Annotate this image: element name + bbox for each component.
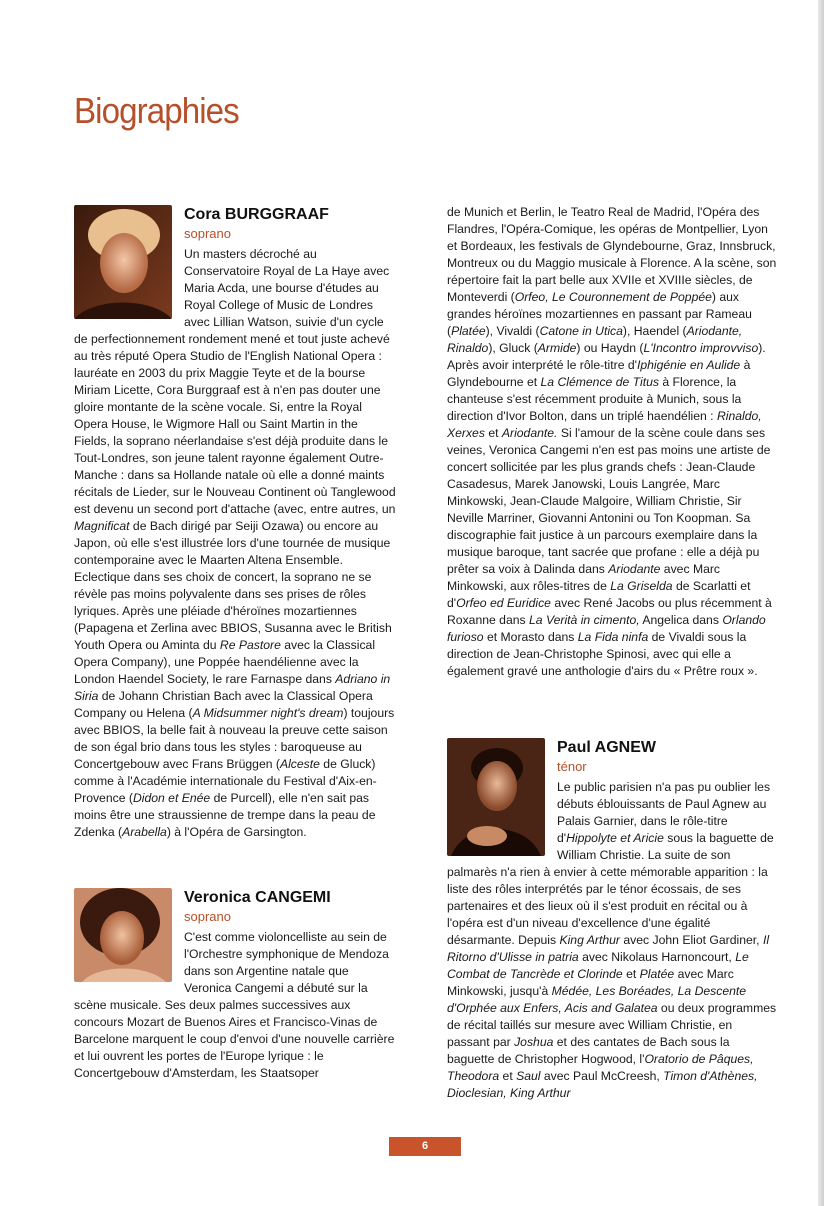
bio-segment: Angelica dans xyxy=(639,613,723,627)
bio-segment: avec Marc Minkowski, aux rôles-titres de xyxy=(447,562,721,593)
italic-title: Platée xyxy=(451,324,486,338)
bio-segment: et Morasto dans xyxy=(483,630,578,644)
bio-segment: de Bach dirigé par Seiji Ozawa) ou encore au Japon, où elle s'est illustrée lors d'une tournée de musique contemporaine avec le Maarten Altena Ensemble. Eclectique dans ses choix de concert, la soprano ne se révèle pas moins polyvalente dans ses prises de rôles lyriques. Après une pléiade d'héroïnes mozartiennes (Papagena et Zerlina avec BBIOS, Susanna avec le British Youth Opera ou Aminta du xyxy=(74,519,392,652)
italic-title: L'Incontro improvviso xyxy=(643,341,759,355)
italic-title: Orlando furioso xyxy=(447,613,766,644)
italic-title: Il Ritorno d'Ulisse in patria xyxy=(447,933,770,964)
person-name: Cora BURGGRAAF xyxy=(184,206,329,223)
bio-segment: ) aux grandes héroïnes mozartiennes en passant par Rameau ( xyxy=(447,290,752,338)
italic-title: Ariodante, Rinaldo xyxy=(447,324,743,355)
bio-segment: et des cantates de Bach sous la baguette de Christopher Hogwood, l' xyxy=(447,1035,730,1066)
page-title: Biographies xyxy=(74,90,239,131)
italic-title: Oratorio de Pâques, Theodora xyxy=(447,1052,754,1083)
bio-segment: de Munich et Berlin, le Teatro Real de Madrid, l'Opéra des Flandres, l'Opéra-Comique, les opéras de Montpellier, Lyon et Bordeaux, les festivals de Glyndebourne, Graz, Innsbruck, Montreux ou du Maggio musicale à Florence. A la scène, son répertoire fait la part belle aux XVIIe et XVIIIe siècles, de Monteverdi ( xyxy=(447,205,777,304)
italic-title: Alceste xyxy=(279,757,320,771)
bio-segment: avec Nikolaus Harnoncourt, xyxy=(578,950,736,964)
bio-segment: ) toujours avec BBIOS, la belle fait à nouveau la preuve cette saison de son égal brio dans tous les styles : baroqueuse au Concertgebouw avec Frans Brüggen ( xyxy=(74,706,395,771)
italic-title: Orfeo, Le Couronnement de Poppée xyxy=(514,290,712,304)
italic-title: Ariodante xyxy=(608,562,661,576)
person-name: Paul AGNEW xyxy=(557,739,656,756)
italic-title: Hippolyte et Aricie xyxy=(566,831,664,845)
bio-segment: avec Marc Minkowski, jusqu'à xyxy=(447,967,734,998)
bio-segment: Un masters décroché au Conservatoire Royal de La Haye avec Maria Acda, une bourse d'études au Royal College of Music de Londres avec Lillian Watson, suivie d'un cycle de perfectionnement rondement mené et tout juste achevé au très réputé Opera Studio de l'English National Opera : lauréate en 2003 du prix Maggie Teyte et de la bourse Miriam Licette, Cora Burggraaf est à n'en pas douter une gloire montante de la scène vocale. Si, entre la Royal Opera House, le Wigmore Hall ou Saint Martin in the Fields, la soprano néerlandaise s'est déjà produite dans le Tout-Londres, son jeune talent rayonne également Outre-Manche : dans sa Hollande natale où elle a donné maints récitals de Lieder, sur le Nouveau Continent où Tanglewood est devenu un second port d'attache (avec, entre autres, un xyxy=(74,247,396,516)
italic-title: Magnificat xyxy=(74,519,130,533)
italic-title: La Griselda xyxy=(610,579,673,593)
italic-title: Joshua xyxy=(514,1035,554,1049)
person-name: Veronica CANGEMI xyxy=(184,889,331,906)
person-role: soprano xyxy=(184,226,231,241)
bio-cora-burggraaf xyxy=(74,205,396,841)
right-column xyxy=(447,204,777,680)
bio-text-continued xyxy=(447,204,777,680)
person-role: ténor xyxy=(557,759,587,774)
italic-title: La Fida ninfa xyxy=(577,630,649,644)
italic-title: A Midsummer night's dream xyxy=(192,706,344,720)
portrait-photo xyxy=(74,888,172,982)
bio-segment: ou deux programmes de récital taillés sur mesure avec William Christie, en passant par xyxy=(447,1001,777,1049)
bio-segment: sous la baguette de William Christie. La suite de son palmarès n'a rien à envier à cette mémorable apparition : la liste des rôles interprétés par le ténor écossais, de ses partenaires et des lieux où il s'est produit en récital ou à l'opéra est d'un niveau d'excellence d'une égalité désarmante. Depuis xyxy=(447,831,774,947)
bio-segment: à Florence, la chanteuse s'est récemment produite à Munich, sous la direction d'Ivor Bolton, dans un triplé haendélien : xyxy=(447,375,742,423)
bio-segment: ) ou Haydn ( xyxy=(576,341,644,355)
italic-title: Orfeo ed Euridice xyxy=(456,596,551,610)
bio-segment: Si l'amour de la scène coule dans ses veines, Veronica Cangemi n'en est pas moins une artiste de concert sollicitée par les plus grands chefs : Jean-Claude Casadesus, Marek Janowski, Louis Langrée, Marc Minkowski, Jean-Claude Malgoire, William Christie, Sir Neville Marriner, Giovanni Antonini ou Ton Koopman. Sa discographie fait justice à un parcours exemplaire dans la musique baroque, tant sacrée que profane : elle a déjà pu prêter sa voix à Dalinda dans xyxy=(447,426,771,576)
left-column-lower xyxy=(74,890,396,1082)
person-role: soprano xyxy=(184,909,231,924)
bio-segment: et xyxy=(499,1069,517,1083)
bio-segment: ). Après avoir interprété le rôle-titre d' xyxy=(447,341,766,372)
page-edge xyxy=(818,0,824,1206)
bio-segment: ), Vivaldi ( xyxy=(485,324,540,338)
italic-title: Timon d'Athènes, Dioclesian, King Arthur xyxy=(447,1069,758,1100)
italic-title: Ariodante. xyxy=(501,426,558,440)
bio-segment: ), Gluck ( xyxy=(488,341,538,355)
italic-title: Rinaldo, Xerxes xyxy=(447,409,762,440)
italic-title: Armide xyxy=(537,341,577,355)
italic-title: La Verità in cimento, xyxy=(529,613,640,627)
bio-segment: de Vivaldi sous la direction de Jean-Christophe Spinosi, avec qui elle a également gravé une anthologie d'airs du « Prêtre roux ». xyxy=(447,630,758,678)
italic-title: Arabella xyxy=(122,825,167,839)
bio-segment: et xyxy=(622,967,640,981)
bio-segment: de Gluck) comme à l'Académie internationale du Festival d'Aix-en-Provence ( xyxy=(74,757,377,805)
bio-segment: Le public parisien n'a pas pu oublier les débuts éblouissants de Paul Agnew au Palais Garnier, dans le rôle-titre d' xyxy=(557,780,771,845)
bio-segment: avec la Classical Opera Company), une Poppée haendélienne avec la London Haendel Society, le rare Farnaspe dans xyxy=(74,638,376,686)
italic-title: Le Combat de Tancrède et Clorinde xyxy=(447,950,749,981)
bio-text xyxy=(74,246,396,841)
page-number: 6 xyxy=(389,1137,461,1156)
bio-paul-agnew xyxy=(447,738,777,1102)
italic-title: La Clémence de Titus xyxy=(540,375,659,389)
bio-segment: de Johann Christian Bach avec la Classical Opera Company ou Helena ( xyxy=(74,689,373,720)
italic-title: Adriano in Siria xyxy=(74,672,391,703)
bio-segment: avec René Jacobs ou plus récemment à Roxanne dans xyxy=(447,596,772,627)
bio-veronica-cangemi xyxy=(74,888,396,1082)
italic-title: Iphigénie en Aulide xyxy=(636,358,741,372)
italic-title: Saul xyxy=(516,1069,541,1083)
bio-segment: de Purcell), elle n'en sait pas moins être une straussienne de trempe dans la peau de Zdenka ( xyxy=(74,791,376,839)
italic-title: Platée xyxy=(639,967,675,981)
bio-segment: C'est comme violoncelliste au sein de l'Orchestre symphonique de Mendoza dans son Argentine natale que Veronica Cangemi a débuté sur la scène musicale. Ses deux palmes successives aux concours Mozart de Buenos Aires et Francisco-Vinas de Barcelone marquent le coup d'envoi d'une nouvelle carrière et lui ouvrent les portes de l'Europe lyrique : le Concertgebouw d'Amsterdam, les Staatsoper xyxy=(74,930,395,1080)
italic-title: Didon et Enée xyxy=(132,791,211,805)
bio-segment: avec John Eliot Gardiner, xyxy=(619,933,763,947)
bio-segment: à Glyndebourne et xyxy=(447,358,751,389)
bio-segment: ) à l'Opéra de Garsington. xyxy=(166,825,307,839)
bio-segment: et xyxy=(484,426,502,440)
italic-title: Re Pastore xyxy=(219,638,281,652)
portrait-photo xyxy=(74,205,172,319)
bio-segment: avec Paul McCreesh, xyxy=(540,1069,664,1083)
bio-segment: ), Haendel ( xyxy=(622,324,687,338)
italic-title: Catone in Utica xyxy=(539,324,623,338)
italic-title: Médée, Les Boréades, La Descente d'Orphée aux Enfers, Acis and Galatea xyxy=(447,984,747,1015)
portrait-photo xyxy=(447,738,545,856)
left-column xyxy=(74,207,396,841)
italic-title: King Arthur xyxy=(559,933,620,947)
right-column-lower xyxy=(447,740,777,1102)
bio-segment: de Scarlatti et d' xyxy=(447,579,751,610)
